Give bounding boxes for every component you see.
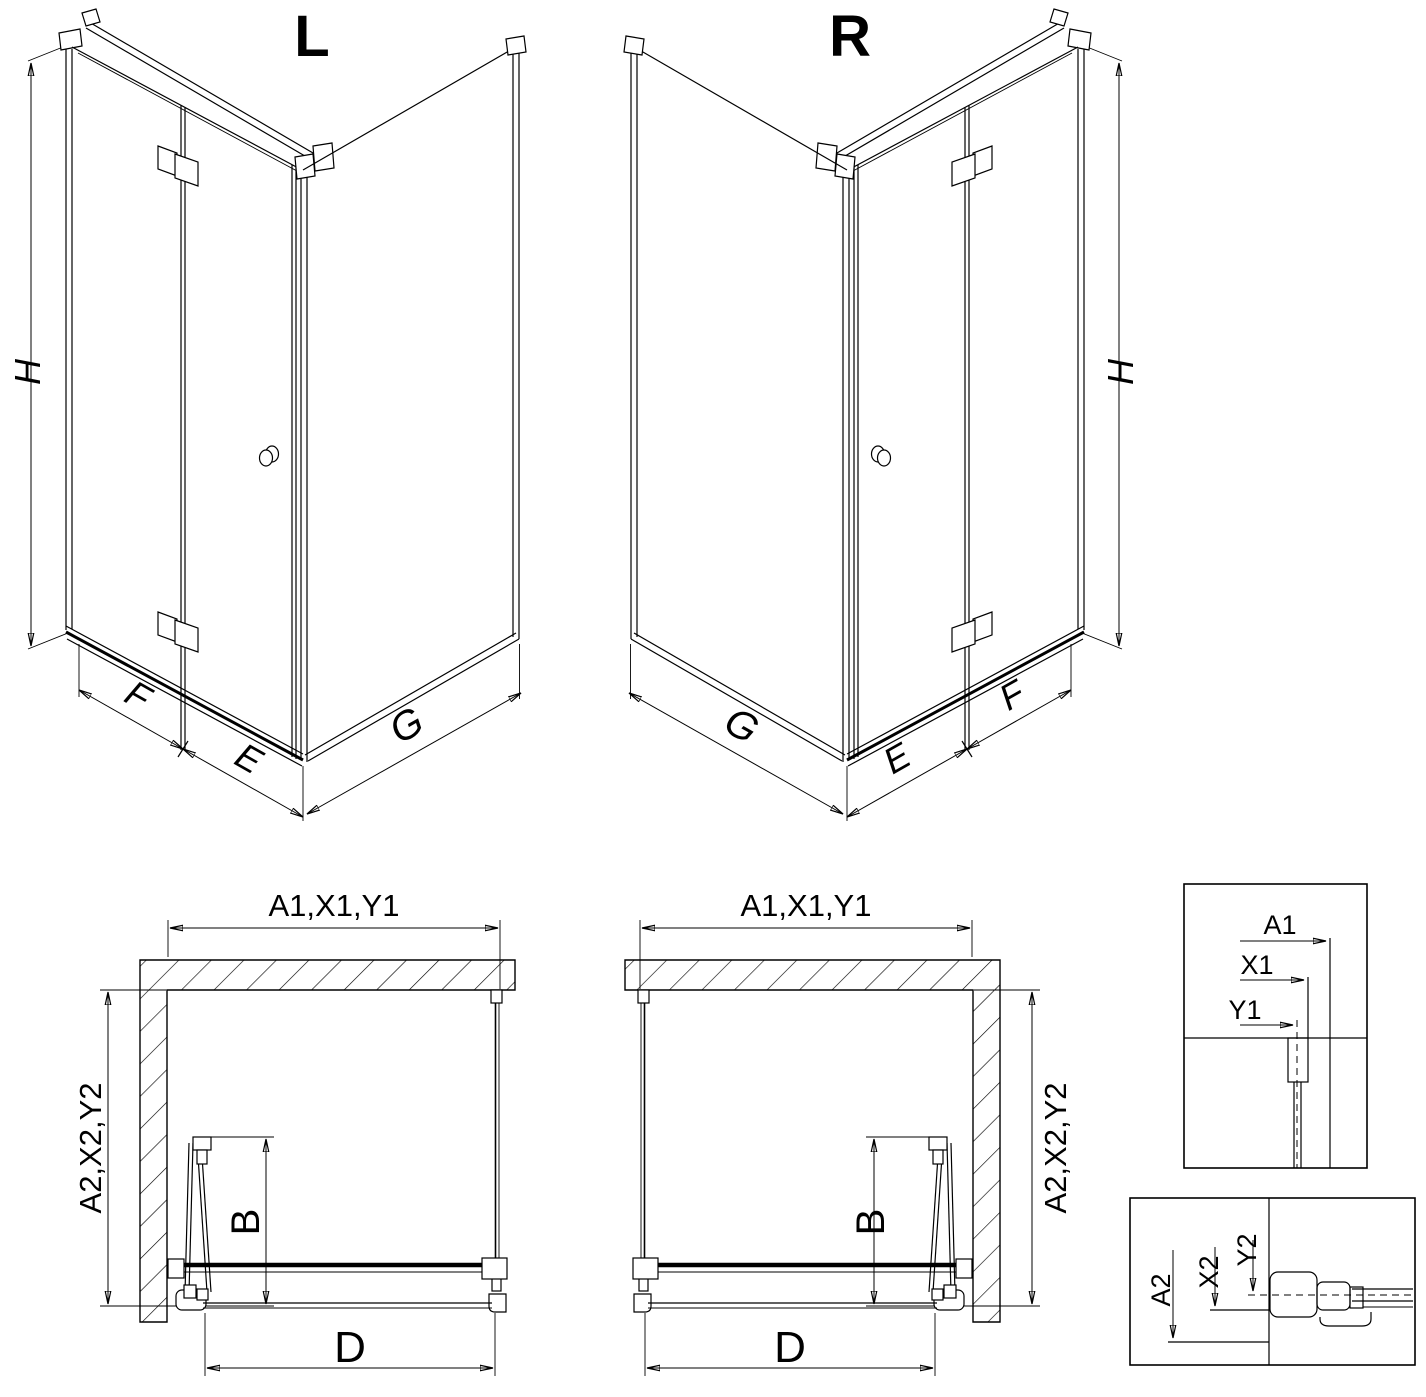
detail-top-dim-y1: Y1 <box>1228 995 1262 1025</box>
iso-left-label: L <box>294 4 330 69</box>
plan-view-left <box>73 888 515 1376</box>
detail-view-top <box>1184 884 1367 1168</box>
iso-view-left <box>7 4 526 821</box>
detail-bottom-dim-x2: X2 <box>1194 1255 1224 1289</box>
detail-view-bottom <box>1130 1198 1415 1365</box>
plan-right-dim-d: D <box>774 1323 806 1372</box>
plan-left-dim-top: A1,X1,Y1 <box>268 888 400 923</box>
plan-left-dim-d: D <box>334 1323 366 1372</box>
iso-left-geometry <box>28 9 526 821</box>
detail-bottom-dim-a2: A2 <box>1146 1273 1176 1307</box>
iso-right-dim-h: H <box>1100 359 1141 385</box>
plan-view-right <box>625 888 1073 1376</box>
plan-left-dim-b: B <box>224 1208 268 1236</box>
plan-right-dim-b: B <box>849 1208 893 1236</box>
iso-right-geometry <box>624 9 1122 821</box>
iso-left-dim-e: E <box>228 734 270 782</box>
iso-left-dim-h: H <box>7 359 48 385</box>
iso-view-right <box>624 4 1141 821</box>
plan-left-dim-side: A2,X2,Y2 <box>73 1082 108 1214</box>
iso-right-dim-g: G <box>717 698 766 753</box>
plan-right-dim-top: A1,X1,Y1 <box>740 888 872 923</box>
iso-right-label: R <box>829 4 871 69</box>
iso-right-dim-e: E <box>876 734 918 782</box>
detail-top-dim-a1: A1 <box>1263 910 1297 940</box>
iso-left-dim-f: F <box>118 671 158 719</box>
detail-bottom-dim-y2: Y2 <box>1232 1233 1262 1267</box>
plan-right-dim-side: A2,X2,Y2 <box>1038 1082 1073 1214</box>
iso-left-dim-g: G <box>382 698 431 753</box>
iso-right-dim-f: F <box>992 671 1032 719</box>
detail-top-dim-x1: X1 <box>1240 950 1274 980</box>
